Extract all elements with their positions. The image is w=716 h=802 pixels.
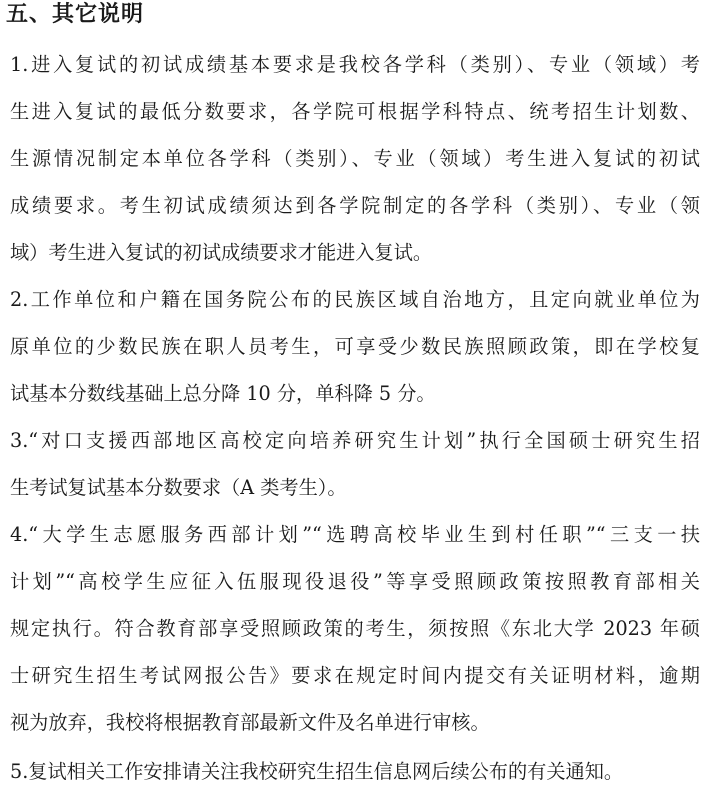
paragraph-4-line-2: 计划”“高校学生应征入伍服现役退役”等享受照顾政策按照教育部相关 xyxy=(10,570,700,593)
paragraph-3-line-2: 生考试复试基本分数要求（A 类考生）。 xyxy=(10,476,347,499)
paragraph-1-line-5: 域）考生进入复试的初试成绩要求才能进入复试。 xyxy=(10,241,433,264)
paragraph-1-line-2: 生进入复试的最低分数要求，各学院可根据学科特点、统考招生计划数、 xyxy=(10,100,700,123)
paragraph-2-line-1: 2.工作单位和户籍在国务院公布的民族区域自治地方，且定向就业单位为 xyxy=(10,288,700,311)
section-heading: 五、其它说明 xyxy=(6,2,145,27)
paragraph-4-line-5: 视为放弃，我校将根据教育部最新文件及名单进行审核。 xyxy=(10,711,490,734)
paragraph-2-line-3: 试基本分数线基础上总分降 10 分，单科降 5 分。 xyxy=(10,382,436,405)
paragraph-5-line-1: 5.复试相关工作安排请关注我校研究生招生信息网后续公布的有关通知。 xyxy=(10,760,624,783)
paragraph-4-line-3: 规定执行。符合教育部享受照顾政策的考生，须按照《东北大学 2023 年硕 xyxy=(10,617,700,640)
paragraph-1-line-3: 生源情况制定本单位各学科（类别）、专业（领域）考生进入复试的初试 xyxy=(10,147,700,170)
paragraph-3-line-1: 3.“对口支援西部地区高校定向培养研究生计划”执行全国硕士研究生招 xyxy=(10,429,700,452)
paragraph-4-line-4: 士研究生招生考试网报公告》要求在规定时间内提交有关证明材料，逾期 xyxy=(10,664,700,687)
paragraph-4-line-1: 4.“大学生志愿服务西部计划”“选聘高校毕业生到村任职”“三支一扶 xyxy=(10,523,700,546)
paragraph-1-line-4: 成绩要求。考生初试成绩须达到各学院制定的各学科（类别）、专业（领 xyxy=(10,194,700,217)
paragraph-1-line-1: 1.进入复试的初试成绩基本要求是我校各学科（类别）、专业（领域）考 xyxy=(10,53,700,76)
paragraph-2-line-2: 原单位的少数民族在职人员考生，可享受少数民族照顾政策，即在学校复 xyxy=(10,335,700,358)
